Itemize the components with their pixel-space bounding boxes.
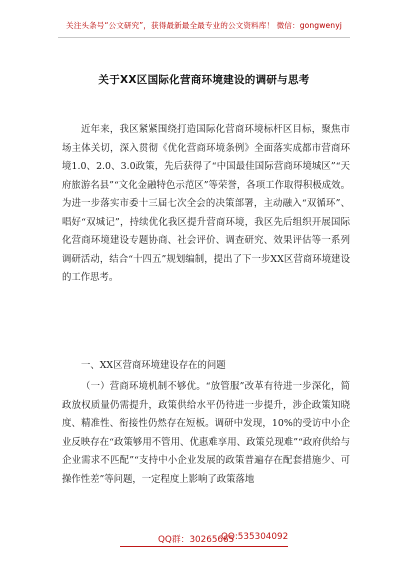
qq-contact-number: QQ:535304092 [221, 532, 289, 542]
intro-paragraph: 近年来，我区紧紧围绕打造国际化营商环境标杆区目标，聚焦市场主体关切，深入贯彻《优化营商环境条例》全面落实成都市营商环境1.0、2.0、3.0政策，先后获得了“中国最佳国际营商环境城区”“天府旅游名县”“文化金融特色示范区”等荣誉，各项工作取得积极成效。为进一步落实市委十三届七次全会的决策部署，主动融入“双循环”、唱好“双城记”，持续优化我区提升营商环境，我区先后组织开展国际化营商环境建设专题协商、社会评价、调查研究、效果评估等一系列调研活动，结合“十四五”规划编制，提出了下一步XX区营商环境建设的工作思考。 [62, 124, 350, 283]
footer-contacts [0, 532, 408, 546]
header-divider [58, 37, 350, 38]
header-banner: 关注头条号“公文研究”，获得最新最全最专业的公文资料库！ 微信：gongwenyj [66, 21, 342, 30]
qq-group-number: QQ群：30265665 [158, 535, 235, 545]
footer-divider [120, 546, 288, 547]
document-title: 关于XX区国际化营商环境建设的调研与思考 [98, 74, 310, 86]
sub-paragraph: （一）营商环境机制不够优。“放管服”改革有待进一步深化，简政放权质量仍需提升，政策供给水平仍待进一步提升，涉企政策知晓度、精准性、衔接性仍然存在短板。调研中发现，10%的受访中小企业反映存在“政策够用不管用、优惠难享用、政策兑现难”“政府供给与企业需求不匹配”“支持中小企业发展的政策普遍存在配套措施少、可操作性差”等问题，一定程度上影响了政策落地 [62, 381, 350, 485]
section-heading: 一、XX区营商环境建设存在的问题 [81, 360, 226, 371]
